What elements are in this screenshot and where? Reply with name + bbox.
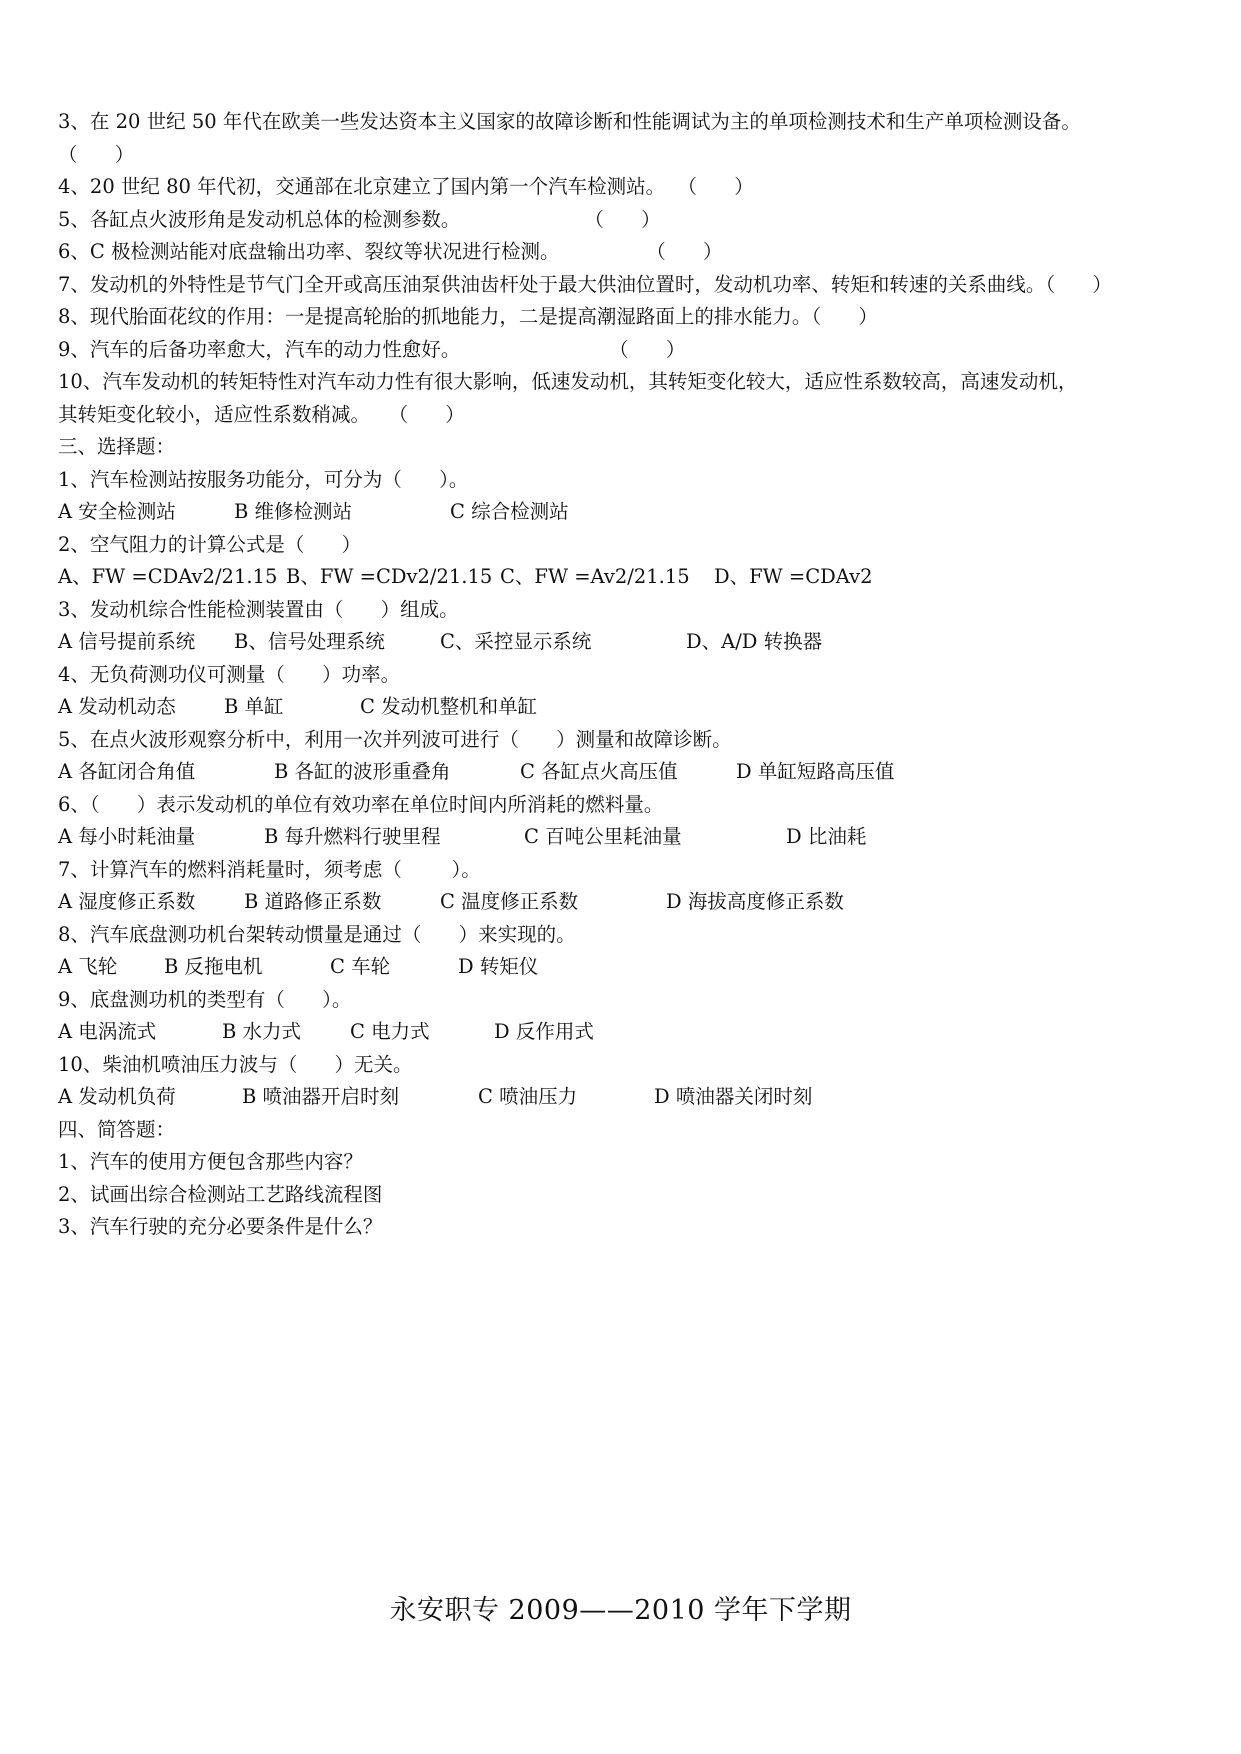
short-question-1: 1、汽车的使用方便包含那些内容？ xyxy=(58,1150,363,1173)
choice-question-8: 8、汽车底盘测功机台架转动惯量是通过（ ）来实现的。 xyxy=(58,922,576,946)
option-c: C 喷油压力 xyxy=(478,1085,578,1108)
choice-options-9 xyxy=(58,1016,1198,1049)
option-c: C 百吨公里耗油量 xyxy=(524,825,682,848)
choice-question-6: 6、（ ）表示发动机的单位有效功率在单位时间内所消耗的燃料量。 xyxy=(58,792,664,816)
option-d: D 比油耗 xyxy=(786,825,867,848)
option-d: D 反作用式 xyxy=(494,1020,594,1043)
choice-options-4 xyxy=(58,691,1198,724)
option-b: B 各缸的波形重叠角 xyxy=(274,760,451,783)
tf-question-8: 8、现代胎面花纹的作用：一是提高轮胎的抓地能力，二是提高潮湿路面上的排水能力。（ ） xyxy=(58,305,878,328)
option-c: C、采控显示系统 xyxy=(440,630,592,653)
option-b: B 道路修正系数 xyxy=(244,890,382,913)
option-a: A、FW =CDAv2/21.15 xyxy=(58,565,278,588)
option-c: C 温度修正系数 xyxy=(440,890,579,913)
choice-options-5 xyxy=(58,756,1198,789)
option-d: D 喷油器关闭时刻 xyxy=(654,1085,813,1108)
option-d: D、A/D 转换器 xyxy=(686,630,823,653)
option-c: C 综合检测站 xyxy=(450,500,569,523)
option-b: B 反拖电机 xyxy=(164,955,263,978)
option-b: B 单缸 xyxy=(224,695,284,718)
option-c: C 发动机整机和单缸 xyxy=(360,695,538,718)
tf-question-6: 6、C 极检测站能对底盘输出功率、裂纹等状况进行检测。 （ ） xyxy=(58,240,723,263)
option-c: C 车轮 xyxy=(330,955,391,978)
choice-options-1 xyxy=(58,496,1198,529)
short-question-2: 2、试画出综合检测站工艺路线流程图 xyxy=(58,1182,383,1206)
option-b: B、FW =CDv2/21.15 xyxy=(286,565,493,588)
choice-options-8 xyxy=(58,951,1198,984)
option-b: B 喷油器开启时刻 xyxy=(242,1085,400,1108)
option-a: A 每小时耗油量 xyxy=(58,825,196,848)
page-footer: 永安职专 2009——2010 学年下学期 xyxy=(389,1595,852,1626)
option-a: A 各缸闭合角值 xyxy=(58,760,196,783)
tf-question-7: 7、发动机的外特性是节气门全开或高压油泵供油齿杆处于最大供油位置时，发动机功率、转矩和转速的关系曲线。（ ） xyxy=(58,272,1112,296)
choice-question-7: 7、计算汽车的燃料消耗量时，须考虑（ ）。 xyxy=(58,857,481,881)
option-b: B 维修检测站 xyxy=(234,500,353,523)
option-a: A 安全检测站 xyxy=(58,500,176,523)
tf-question-5: 5、各缸点火波形角是发动机总体的检测参数。 （ ） xyxy=(58,207,661,231)
option-d: D、FW =CDAv2 xyxy=(714,565,873,588)
choice-question-1: 1、汽车检测站按服务功能分，可分为（ ）。 xyxy=(58,467,469,491)
choice-options-2 xyxy=(58,561,1198,594)
choice-question-4: 4、无负荷测功仪可测量（ ）功率。 xyxy=(58,662,401,686)
option-a: A 信号提前系统 xyxy=(58,630,196,653)
option-a: A 发动机负荷 xyxy=(58,1085,176,1108)
tf-question-9: 9、汽车的后备功率愈大，汽车的动力性愈好。 （ ） xyxy=(58,337,686,361)
option-d: D 转矩仪 xyxy=(458,955,539,978)
option-b: B 每升燃料行驶里程 xyxy=(264,825,441,848)
choice-options-10 xyxy=(58,1081,1198,1114)
choice-options-6 xyxy=(58,821,1198,854)
tf-question-4: 4、20 世纪 80 年代初，交通部在北京建立了国内第一个汽车检测站。 （ ） xyxy=(58,175,754,198)
choice-question-9: 9、底盘测功机的类型有（ ）。 xyxy=(58,987,352,1011)
option-a: A 发动机动态 xyxy=(58,695,176,718)
choice-question-10: 10、柴油机喷油压力波与（ ）无关。 xyxy=(58,1052,413,1076)
short-question-3: 3、汽车行驶的充分必要条件是什么？ xyxy=(58,1215,383,1238)
section-heading-choice: 三、选择题： xyxy=(58,435,176,458)
option-a: A 飞轮 xyxy=(58,955,118,978)
option-b: B、信号处理系统 xyxy=(234,630,385,653)
option-a: A 湿度修正系数 xyxy=(58,890,196,913)
option-c: C 各缸点火高压值 xyxy=(520,760,678,783)
choice-question-2: 2、空气阻力的计算公式是（ ） xyxy=(58,532,362,556)
option-c: C 电力式 xyxy=(350,1020,430,1043)
tf-question-10-line2: 其转矩变化较小，适应性系数稍减。 （ ） xyxy=(58,402,465,426)
exam-page xyxy=(58,106,1198,1244)
option-d: D 单缸短路高压值 xyxy=(736,760,895,783)
choice-options-7 xyxy=(58,886,1198,919)
option-a: A 电涡流式 xyxy=(58,1020,157,1043)
tf-question-10-line1: 10、汽车发动机的转矩特性对汽车动力性有很大影响，低速发动机，其转矩变化较大，适应性系数较高，高速发动机， xyxy=(58,370,1078,393)
option-c: C、FW =Av2/21.15 xyxy=(500,565,690,588)
option-d: D 海拔高度修正系数 xyxy=(666,890,844,913)
choice-options-3 xyxy=(58,626,1198,659)
choice-question-3: 3、发动机综合性能检测装置由（ ）组成。 xyxy=(58,597,459,621)
tf-question-3-blank: （ ） xyxy=(58,142,135,166)
section-heading-short-answer: 四、简答题： xyxy=(58,1117,176,1141)
choice-question-5: 5、在点火波形观察分析中，利用一次并列波可进行（ ）测量和故障诊断。 xyxy=(58,727,732,751)
tf-question-3: 3、在 20 世纪 50 年代在欧美一些发达资本主义国家的故障诊断和性能调试为主的单项检测技术和生产单项检测设备。 xyxy=(58,110,1081,133)
option-b: B 水力式 xyxy=(222,1020,302,1043)
